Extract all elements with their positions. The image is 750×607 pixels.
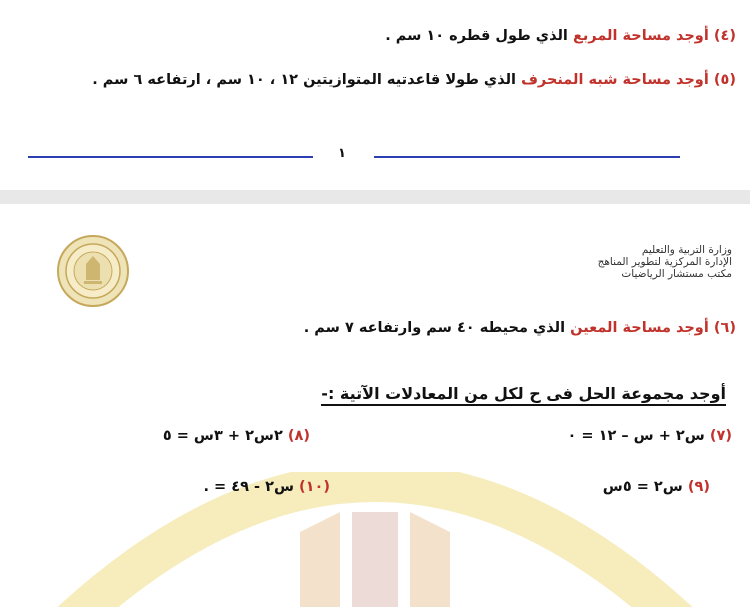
equation-9 xyxy=(603,479,710,495)
equation-7 xyxy=(568,428,733,444)
question-4-text: الذي طول قطره ١٠ سم . xyxy=(385,28,568,44)
equations-heading: أوجد مجموعة الحل فى ح لكل من المعادلات الآتية :- xyxy=(321,384,726,406)
ministry-line-2: الإدارة المركزية لتطوير المناهج xyxy=(597,256,732,268)
equation-8 xyxy=(163,428,310,444)
equation-8-number: (٨) xyxy=(287,428,310,444)
page-number: ١ xyxy=(338,146,346,161)
question-6-number: (٦) xyxy=(713,320,736,336)
question-6-text: الذي محيطه ٤٠ سم وارتفاعه ٧ سم . xyxy=(303,320,566,336)
question-5 xyxy=(92,72,736,88)
equation-10-text: س٢ - ٤٩ = . xyxy=(203,479,294,495)
equation-9-text: س٢ = ٥س xyxy=(602,479,683,495)
question-4 xyxy=(385,28,736,44)
equation-10-number: (١٠) xyxy=(299,479,330,495)
question-5-lead: أوجد مساحة شبه المنحرف xyxy=(521,72,709,88)
question-5-text: الذي طولا قاعدتيه المتوازيتين ١٢ ، ١٠ سم ، ارتفاعه ٦ سم . xyxy=(92,72,517,88)
equation-9-number: (٩) xyxy=(687,479,710,495)
equation-8-text: ٢س٢ + ٣س = ٥ xyxy=(162,428,283,444)
equation-7-number: (٧) xyxy=(709,428,732,444)
question-4-number: (٤) xyxy=(713,28,736,44)
footer-rule-left xyxy=(28,156,313,158)
footer-rule-right xyxy=(374,156,680,158)
ministry-line-3: مكتب مستشار الرياضيات xyxy=(621,268,732,280)
ministry-line-1: وزارة التربية والتعليم xyxy=(641,244,732,256)
question-6-lead: أوجد مساحة المعين xyxy=(570,320,709,336)
page-separator xyxy=(0,190,750,204)
equation-7-text: س٢ + س – ١٢ = ٠ xyxy=(567,428,705,444)
question-6 xyxy=(304,320,736,336)
ministry-header xyxy=(598,244,732,280)
question-5-number: (٥) xyxy=(713,72,736,88)
equation-10 xyxy=(203,479,330,495)
worksheet-page-2 xyxy=(0,204,750,607)
ministry-seal-logo xyxy=(56,234,130,308)
worksheet-page-1 xyxy=(0,0,750,190)
question-4-lead: أوجد مساحة المربع xyxy=(572,28,709,44)
